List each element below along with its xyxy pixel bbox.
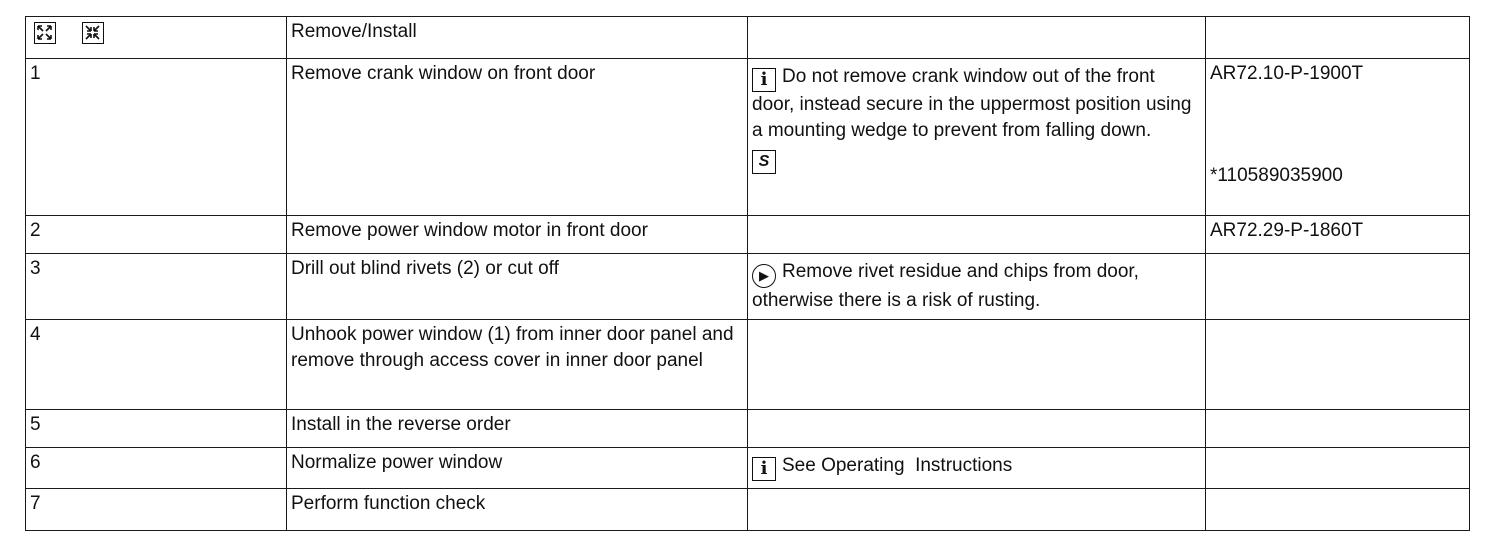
step-reference <box>1206 320 1470 410</box>
step-reference <box>1206 410 1470 448</box>
step-note <box>748 254 1206 320</box>
step-note <box>748 320 1206 410</box>
step-action: Remove crank window on front door <box>287 59 748 216</box>
note-text: Remove rivet residue and chips from door, otherwise there is a risk of rusting. <box>752 261 1139 311</box>
step-reference <box>1206 448 1470 489</box>
step-reference <box>1206 254 1470 320</box>
step-note <box>748 448 1206 489</box>
info-icon: i <box>752 457 776 481</box>
step-number: 7 <box>26 489 287 531</box>
note-text: See Operating Instructions <box>782 455 1013 476</box>
step-number: 5 <box>26 410 287 448</box>
header-note-cell <box>748 17 1206 59</box>
step-number: 1 <box>26 59 287 216</box>
step-note <box>748 216 1206 254</box>
expand-arrows-icon[interactable] <box>34 22 56 44</box>
tool-number[interactable]: *110589035900 <box>1210 165 1343 186</box>
table-row <box>26 320 1470 410</box>
step-number: 2 <box>26 216 287 254</box>
spacer <box>1210 87 1464 163</box>
step-action: Drill out blind rivets (2) or cut off <box>287 254 748 320</box>
step-reference <box>1206 59 1470 216</box>
step-number: 6 <box>26 448 287 489</box>
step-action: Unhook power window (1) from inner door panel and remove through access cover in inner door panel <box>287 320 748 410</box>
step-note <box>748 410 1206 448</box>
table-row <box>26 448 1470 489</box>
table-row <box>26 216 1470 254</box>
step-number: 3 <box>26 254 287 320</box>
collapse-arrows-icon[interactable] <box>82 22 104 44</box>
document-link[interactable]: AR72.10-P-1900T <box>1210 63 1364 84</box>
table-header-row <box>26 17 1470 59</box>
document-link[interactable]: AR72.29-P-1860T <box>1206 216 1470 254</box>
pointer-arrow-icon: ▶ <box>752 264 776 288</box>
step-reference <box>1206 489 1470 531</box>
note-text: Do not remove crank window out of the front door, instead secure in the uppermost position using a mounting wedge to prevent from falling down. <box>752 66 1192 141</box>
table-row <box>26 254 1470 320</box>
step-number: 4 <box>26 320 287 410</box>
step-action: Install in the reverse order <box>287 410 748 448</box>
header-ref-cell <box>1206 17 1470 59</box>
header-title: Remove/Install <box>287 17 748 59</box>
step-action: Normalize power window <box>287 448 748 489</box>
info-icon: i <box>752 68 776 92</box>
step-action: Remove power window motor in front door <box>287 216 748 254</box>
table-row <box>26 59 1470 216</box>
header-icons-cell <box>26 17 287 59</box>
special-tool-icon[interactable]: S <box>752 150 776 174</box>
step-note <box>748 59 1206 216</box>
table-row <box>26 489 1470 531</box>
step-action: Perform function check <box>287 489 748 531</box>
procedure-table <box>25 16 1470 531</box>
table-row <box>26 410 1470 448</box>
step-note <box>748 489 1206 531</box>
